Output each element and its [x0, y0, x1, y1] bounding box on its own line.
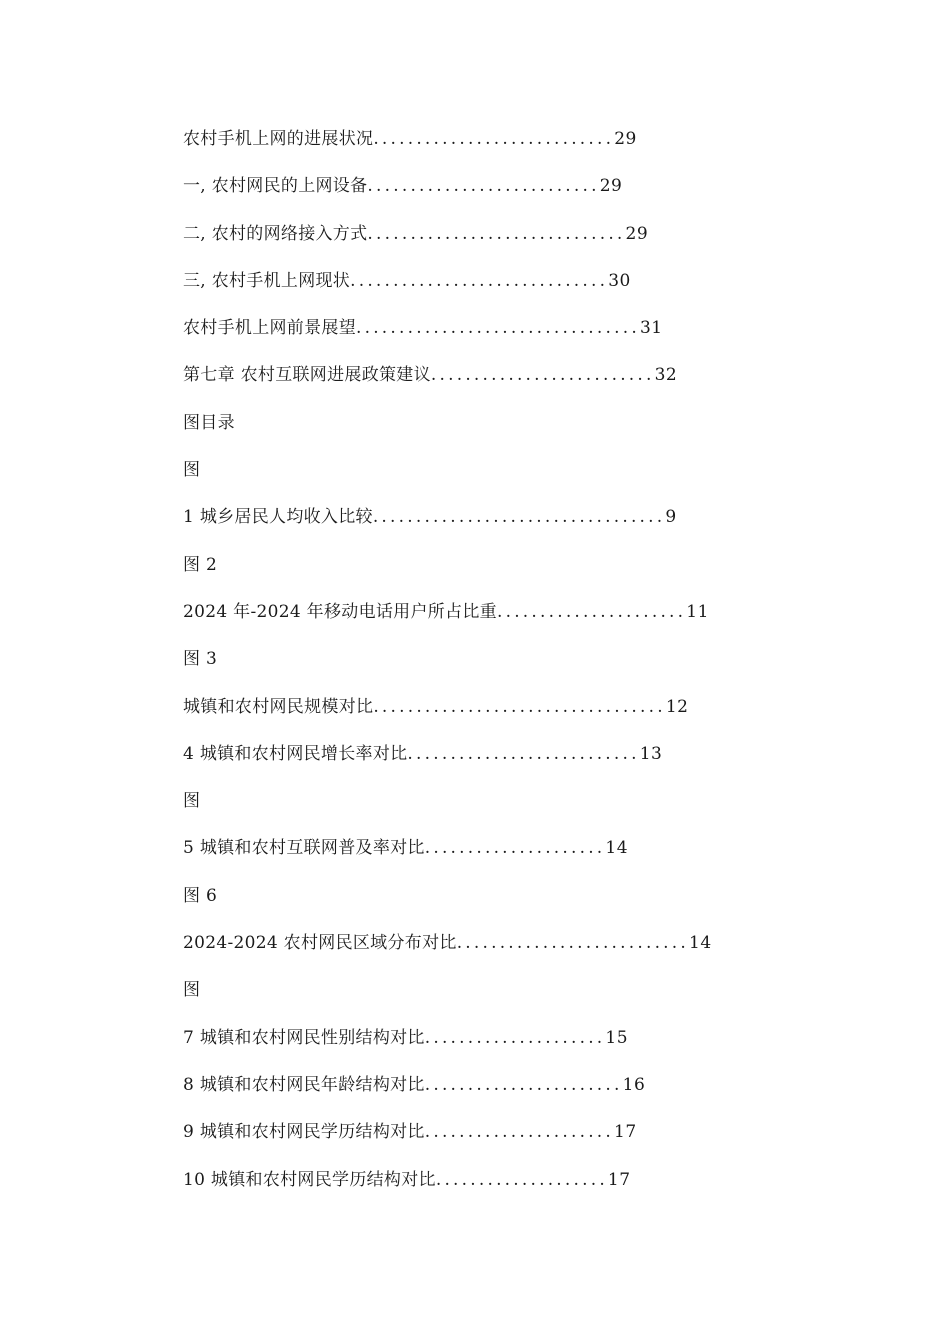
toc-page-number: 30 [608, 270, 631, 291]
toc-leader-dots: ................................. [356, 318, 640, 339]
toc-entry [183, 929, 823, 976]
toc-leader-dots: ........................... [407, 743, 640, 764]
toc-entry-title: 第七章 农村互联网进展政策建议 [183, 365, 431, 386]
toc-leader-dots: ..................... [424, 838, 606, 859]
toc-leader-dots: .................... [435, 1169, 608, 1190]
toc-page-number: 13 [639, 743, 663, 764]
toc-leader-dots: ........................... [367, 176, 600, 197]
toc-entry-title: 农村手机上网前景展望 [183, 318, 356, 339]
toc-leader-dots: ............................ [373, 129, 615, 149]
toc-entry-label [183, 787, 823, 834]
toc-page-number: 14 [605, 838, 629, 859]
toc-leader-dots: ...................... [496, 601, 687, 622]
toc-page-number: 29 [625, 223, 649, 244]
toc-entry [183, 693, 823, 740]
toc-entry-title: 三, 农村手机上网现状 [183, 270, 351, 291]
toc-entry-title: 图 2 [183, 554, 218, 575]
toc-entry [183, 125, 823, 172]
toc-entry-title: 1 城乡居民人均收入比较 [183, 507, 373, 528]
toc-page-number: 31 [639, 318, 663, 339]
toc-entry [183, 1071, 823, 1118]
toc-page-number: 16 [622, 1074, 646, 1095]
toc-entry-title: 图 [183, 791, 201, 812]
toc-entry-title: 图目录 [183, 412, 235, 433]
toc-entry-label [183, 456, 823, 503]
toc-entry-title: 9 城镇和农村网民学历结构对比 [183, 1122, 425, 1143]
toc-entry [183, 503, 823, 550]
toc-entry [183, 1166, 823, 1213]
toc-leader-dots: ........................... [456, 933, 689, 954]
toc-entry-title: 5 城镇和农村互联网普及率对比 [183, 838, 425, 859]
toc-entry [183, 267, 823, 314]
toc-entry-title: 二, 农村的网络接入方式 [183, 223, 368, 244]
toc-page-number: 32 [654, 365, 678, 386]
toc-page-number: 12 [665, 696, 689, 717]
toc-page-number: 15 [605, 1027, 629, 1048]
table-of-contents [183, 125, 823, 1213]
toc-entry [183, 220, 823, 267]
toc-entry-title: 一, 农村网民的上网设备 [183, 176, 368, 197]
toc-page-number: 11 [686, 601, 709, 622]
toc-entry [183, 1024, 823, 1071]
toc-page-number: 29 [599, 176, 623, 197]
toc-leader-dots: .................................. [372, 507, 666, 528]
toc-leader-dots: .............................. [367, 223, 626, 244]
toc-leader-dots: ..................... [424, 1027, 606, 1048]
toc-page-number: 17 [614, 1122, 637, 1143]
toc-entry-label [183, 551, 823, 598]
toc-entry [183, 172, 823, 219]
toc-entry-label [183, 976, 823, 1023]
toc-leader-dots: ...................... [424, 1122, 615, 1143]
toc-entry-title: 图 3 [183, 649, 218, 670]
toc-entry-title: 图 6 [183, 885, 218, 906]
toc-entry-title: 农村手机上网的进展状况 [183, 129, 374, 149]
toc-leader-dots: .................................. [373, 696, 666, 717]
toc-leader-dots: .......................... [430, 365, 655, 386]
toc-entry-label [183, 882, 823, 929]
toc-entry-title: 2024 年-2024 年移动电话用户所占比重 [183, 601, 497, 622]
toc-page-number: 9 [665, 507, 677, 528]
toc-leader-dots: .............................. [350, 270, 609, 291]
toc-leader-dots: ....................... [424, 1074, 623, 1095]
toc-entry-title: 城镇和农村网民规模对比 [183, 696, 374, 717]
toc-page-number: 17 [607, 1169, 631, 1190]
toc-entry-label [183, 645, 823, 692]
toc-entry [183, 740, 823, 787]
toc-entry [183, 598, 823, 645]
toc-entry-title: 7 城镇和农村网民性别结构对比 [183, 1027, 425, 1048]
toc-page-number: 29 [614, 129, 637, 149]
toc-entry [183, 834, 823, 881]
toc-entry-title: 图 [183, 460, 201, 481]
toc-entry-title: 4 城镇和农村网民增长率对比 [183, 743, 408, 764]
toc-entry [183, 1118, 823, 1165]
toc-entry-title: 10 城镇和农村网民学历结构对比 [183, 1169, 436, 1190]
toc-entry [183, 314, 823, 361]
toc-entry-title: 图 [183, 980, 201, 1001]
toc-entry-title: 8 城镇和农村网民年龄结构对比 [183, 1074, 425, 1095]
toc-heading [183, 409, 823, 456]
toc-entry-title: 2024-2024 农村网民区域分布对比 [183, 933, 457, 954]
toc-page-number: 14 [689, 933, 712, 954]
toc-entry [183, 361, 823, 408]
